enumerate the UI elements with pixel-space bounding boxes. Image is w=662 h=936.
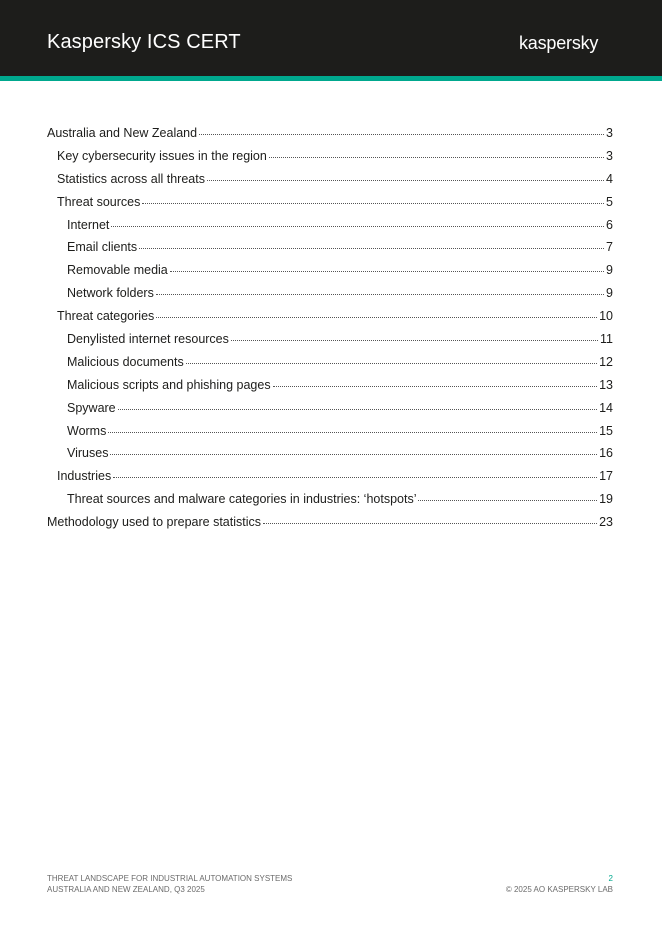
toc-entry-page: 14 bbox=[599, 400, 613, 415]
footer-copyright: © 2025 AO KASPERSKY LAB bbox=[505, 885, 613, 894]
toc-entry-title: Threat categories bbox=[57, 309, 155, 324]
footer-title-line-2: AUSTRALIA AND NEW ZEALAND, Q3 2025 bbox=[47, 885, 205, 894]
table-of-contents bbox=[47, 124, 613, 536]
toc-entry-title: Statistics across all threats bbox=[57, 171, 205, 186]
toc-entry-page: 9 bbox=[606, 286, 613, 301]
toc-entry-title: Threat sources and malware categories in industries: ‘hotspots’ bbox=[67, 492, 417, 507]
toc-entry[interactable] bbox=[47, 238, 613, 261]
footer-title-line-1: THREAT LANDSCAPE FOR INDUSTRIAL AUTOMATION SYSTEMS bbox=[47, 874, 293, 883]
header-title: Kaspersky ICS CERT bbox=[47, 31, 241, 53]
toc-dot-leader bbox=[186, 363, 597, 364]
toc-entry[interactable] bbox=[47, 193, 613, 216]
toc-entry-page: 9 bbox=[606, 263, 613, 278]
toc-dot-leader bbox=[156, 294, 604, 295]
toc-entry-title: Malicious documents bbox=[67, 354, 184, 369]
toc-entry-page: 5 bbox=[606, 194, 613, 209]
page-header bbox=[0, 0, 662, 76]
toc-entry-page: 7 bbox=[606, 240, 613, 255]
toc-entry[interactable] bbox=[47, 307, 613, 330]
toc-entry[interactable] bbox=[47, 399, 613, 422]
toc-dot-leader bbox=[231, 340, 598, 341]
toc-entry-title: Network folders bbox=[67, 286, 154, 301]
toc-entry[interactable] bbox=[47, 147, 613, 170]
toc-dot-leader bbox=[142, 203, 604, 204]
toc-dot-leader bbox=[207, 180, 604, 181]
toc-entry[interactable] bbox=[47, 467, 613, 490]
footer-right bbox=[506, 873, 613, 895]
toc-entry-title: Email clients bbox=[67, 240, 138, 255]
toc-entry-page: 17 bbox=[599, 469, 613, 484]
kaspersky-logo: kaspersky bbox=[519, 33, 599, 53]
toc-entry-title: Methodology used to prepare statistics bbox=[47, 515, 262, 530]
toc-entry[interactable] bbox=[47, 444, 613, 467]
toc-entry-title: Key cybersecurity issues in the region bbox=[57, 148, 267, 163]
toc-dot-leader bbox=[113, 477, 597, 478]
toc-entry[interactable] bbox=[47, 216, 613, 239]
toc-entry[interactable] bbox=[47, 490, 613, 513]
toc-entry-page: 3 bbox=[606, 148, 613, 163]
toc-entry-page: 10 bbox=[599, 309, 613, 324]
toc-dot-leader bbox=[263, 523, 597, 524]
toc-dot-leader bbox=[199, 134, 604, 135]
toc-entry-title: Internet bbox=[67, 217, 110, 232]
toc-entry-page: 15 bbox=[599, 423, 613, 438]
toc-entry[interactable] bbox=[47, 284, 613, 307]
footer-report-title bbox=[47, 873, 292, 895]
toc-dot-leader bbox=[111, 226, 604, 227]
toc-entry-title: Industries bbox=[57, 469, 112, 484]
toc-dot-leader bbox=[139, 248, 604, 249]
toc-entry-page: 13 bbox=[599, 377, 613, 392]
toc-dot-leader bbox=[156, 317, 597, 318]
toc-entry[interactable] bbox=[47, 261, 613, 284]
toc-entry[interactable] bbox=[47, 422, 613, 445]
toc-entry-title: Spyware bbox=[67, 400, 116, 415]
toc-entry-title: Viruses bbox=[67, 446, 109, 461]
toc-entry-title: Australia and New Zealand bbox=[47, 126, 198, 140]
footer-page-number: 2 bbox=[608, 874, 613, 883]
toc-entry-title: Denylisted internet resources bbox=[67, 332, 229, 347]
header-accent-stripe bbox=[0, 76, 662, 81]
toc-dot-leader bbox=[170, 271, 604, 272]
toc-dot-leader bbox=[118, 409, 597, 410]
toc-entry[interactable] bbox=[47, 124, 613, 147]
toc-entry-title: Worms bbox=[67, 423, 107, 438]
toc-entry-title: Removable media bbox=[67, 263, 168, 278]
toc-dot-leader bbox=[418, 500, 597, 501]
toc-dot-leader bbox=[110, 454, 597, 455]
toc-entry-page: 3 bbox=[606, 126, 613, 140]
toc-entry-page: 11 bbox=[600, 332, 613, 347]
toc-entry-page: 16 bbox=[599, 446, 613, 461]
toc-entry-title: Threat sources bbox=[57, 194, 141, 209]
toc-dot-leader bbox=[273, 386, 598, 387]
toc-entry-page: 4 bbox=[606, 171, 613, 186]
toc-entry[interactable] bbox=[47, 353, 613, 376]
toc-entry-page: 6 bbox=[606, 217, 613, 232]
toc-entry[interactable] bbox=[47, 170, 613, 193]
toc-entry-page: 19 bbox=[599, 492, 613, 507]
toc-entry[interactable] bbox=[47, 330, 613, 353]
toc-dot-leader bbox=[269, 157, 604, 158]
toc-dot-leader bbox=[108, 432, 597, 433]
toc-entry-page: 12 bbox=[599, 354, 613, 369]
toc-entry-page: 23 bbox=[599, 515, 613, 530]
toc-entry[interactable] bbox=[47, 376, 613, 399]
toc-entry[interactable] bbox=[47, 513, 613, 536]
toc-entry-title: Malicious scripts and phishing pages bbox=[67, 377, 271, 392]
